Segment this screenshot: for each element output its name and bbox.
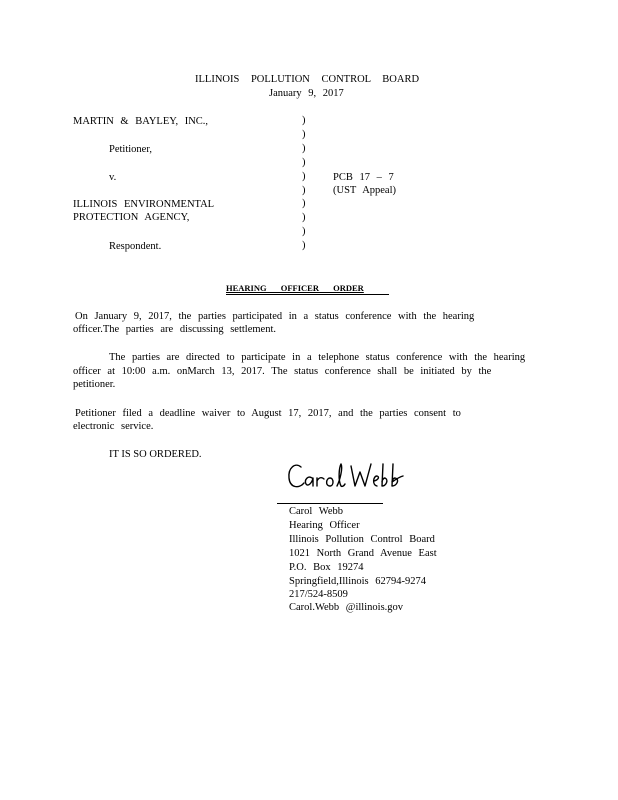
officer-name: Carol Webb (289, 506, 343, 517)
officer-email[interactable]: Carol.Webb @illinois.gov (289, 602, 404, 613)
handwritten-signature (285, 458, 415, 498)
so-ordered: IT IS SO ORDERED. (109, 449, 202, 460)
paragraph-2-line-2: officer at 10:00 a.m. onMarch 13, 2017. The status conference shall be initiated by the (73, 366, 492, 377)
order-date: January 9, 2017 (269, 88, 344, 99)
versus-label: v. (109, 172, 117, 183)
caption-parentheses: ) ) ) ) ) ) ) ) ) ) (302, 115, 306, 252)
signature-line (277, 503, 383, 504)
petitioner-role: Petitioner, (109, 144, 153, 155)
officer-street: 1021 North Grand Avenue East (289, 548, 437, 559)
case-type: (UST Appeal) (333, 185, 397, 196)
paragraph-2-line-1: The parties are directed to participate in a telephone status conference with the hearing (109, 352, 526, 363)
officer-org: Illinois Pollution Control Board (289, 534, 435, 545)
officer-city: Springfield,Illinois 62794-9274 (289, 576, 426, 587)
paragraph-3-line-1: Petitioner filed a deadline waiver to August 17, 2017, and the parties consent to (75, 408, 461, 419)
title-underline (226, 294, 389, 295)
board-name: ILLINOIS POLLUTION CONTROL BOARD (195, 74, 420, 85)
order-title: HEARING OFFICER ORDER (226, 283, 364, 293)
paragraph-2-line-3: petitioner. (73, 379, 116, 390)
officer-pobox: P.O. Box 19274 (289, 562, 364, 573)
case-number: PCB 17 – 7 (333, 172, 394, 183)
respondent-role: Respondent. (109, 241, 162, 252)
paragraph-3-line-2: electronic service. (73, 421, 154, 432)
paragraph-1-line-1: On January 9, 2017, the parties participated in a status conference with the hearing (75, 311, 475, 322)
petitioner-name: MARTIN & BAYLEY, INC., (73, 116, 209, 127)
paragraph-1-line-2: officer.The parties are discussing settlement. (73, 324, 276, 335)
respondent-name-line2: PROTECTION AGENCY, (73, 212, 190, 223)
officer-title: Hearing Officer (289, 520, 360, 531)
respondent-name-line1: ILLINOIS ENVIRONMENTAL (73, 199, 215, 210)
officer-phone: 217/524-8509 (289, 589, 348, 600)
